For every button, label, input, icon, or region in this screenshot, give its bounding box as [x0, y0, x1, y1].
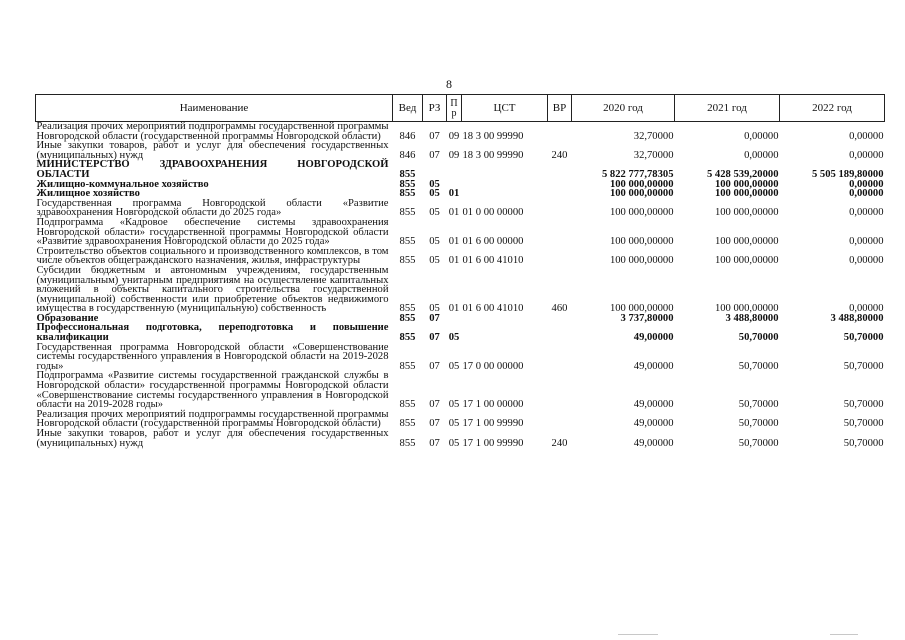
row-vr: 240	[551, 437, 568, 449]
header-pr-bottom: р	[451, 108, 457, 119]
row-cst: 17 1 00 99990	[462, 437, 524, 449]
row-2020: 100 000,00000	[609, 303, 674, 315]
row-rz: 05	[429, 255, 440, 267]
scan-artifact	[618, 634, 658, 635]
row-pr: 09	[448, 149, 460, 161]
row-name: Субсидии бюджетным и автономным учреждениям, государственным (муниципальным) унитарным предприятиям на осуществление капитальных вложений в объекты капитального строительства государственной (муниципальной) собственности или приобретение объектов недвижимого имущества в государственную (муниципальную) собственность	[36, 264, 389, 315]
row-name: МИНИСТЕРСТВО ЗДРАВООХРАНЕНИЯ НОВГОРОДСКОЙ ОБЛАСТИ	[36, 159, 389, 180]
row-pr: 01	[448, 236, 460, 248]
row-2021: 100 000,00000	[714, 207, 779, 219]
row-2020: 100 000,00000	[609, 207, 674, 219]
table-row	[36, 323, 885, 342]
row-ved: 855	[399, 399, 416, 411]
row-vr	[548, 122, 572, 142]
row-vr: 460	[551, 303, 568, 315]
row-2020: 32,70000	[633, 130, 674, 142]
row-pr: 05	[448, 418, 460, 430]
row-cst: 17 1 00 99990	[462, 418, 524, 430]
row-cst	[462, 189, 548, 199]
row-pr: 01	[448, 255, 460, 267]
row-2022: 50,70000	[843, 360, 884, 372]
row-rz: 07	[429, 130, 440, 142]
row-2022: 50,70000	[843, 399, 884, 411]
row-ved: 855	[399, 236, 416, 248]
table-row	[36, 410, 885, 429]
row-2020: 49,00000	[633, 437, 674, 449]
row-cst: 18 3 00 99990	[462, 149, 524, 161]
row-2021: 50,70000	[738, 332, 779, 344]
row-2022: 0,00000	[849, 188, 884, 200]
row-2022: 50,70000	[843, 437, 884, 449]
row-2020: 49,00000	[633, 399, 674, 411]
row-rz: 07	[429, 312, 440, 324]
row-vr	[548, 160, 572, 179]
row-vr	[548, 189, 572, 199]
table-row	[36, 429, 885, 448]
row-2020: 100 000,00000	[609, 188, 674, 200]
row-pr	[447, 314, 462, 324]
row-2020: 49,00000	[633, 418, 674, 430]
header-rz: РЗ	[423, 95, 447, 122]
row-rz: 05	[429, 207, 440, 219]
row-ved: 846	[399, 130, 416, 142]
row-2022: 0,00000	[849, 178, 884, 190]
row-2021: 50,70000	[738, 360, 779, 372]
row-name: Иные закупки товаров, работ и услуг для обеспечения государственных (муниципальных) нужд	[36, 428, 389, 449]
row-2022: 0,00000	[849, 149, 884, 161]
table-row	[36, 371, 885, 409]
row-2021: 3 488,80000	[725, 312, 779, 324]
row-ved: 855	[399, 303, 416, 315]
row-rz: 07	[429, 437, 440, 449]
row-vr	[548, 218, 572, 247]
row-2022: 50,70000	[843, 332, 884, 344]
row-cst	[462, 314, 548, 324]
page-number: 8	[446, 77, 452, 91]
row-ved: 855	[399, 188, 416, 200]
row-ved: 846	[399, 149, 416, 161]
row-2021: 50,70000	[738, 399, 779, 411]
row-2022: 50,70000	[843, 418, 884, 430]
table-header-row	[36, 95, 885, 122]
row-rz: 07	[429, 418, 440, 430]
row-name: Иные закупки товаров, работ и услуг для обеспечения государственных (муниципальных) нужд	[36, 140, 389, 161]
row-name: Жилищное хозяйство	[36, 188, 140, 200]
row-cst: 17 0 00 00000	[462, 360, 524, 372]
row-2020: 5 822 777,78305	[601, 168, 674, 180]
row-vr	[548, 371, 572, 409]
row-vr	[548, 199, 572, 218]
header-ved: Вед	[393, 95, 423, 122]
header-pr-top: П	[450, 98, 458, 109]
row-cst	[462, 180, 548, 190]
table-row	[36, 247, 885, 266]
row-ved: 855	[399, 207, 416, 219]
row-pr	[447, 160, 462, 179]
row-pr: 01	[448, 303, 460, 315]
row-2020: 49,00000	[633, 332, 674, 344]
row-2021: 50,70000	[738, 418, 779, 430]
row-2021: 0,00000	[744, 149, 779, 161]
row-2022: 0,00000	[849, 303, 884, 315]
row-name: Реализация прочих мероприятий подпрограммы государственной программы Новгородской области (государственной программы Новгородской области)	[36, 408, 389, 430]
row-name: Строительство объектов социального и производственного комплексов, в том числе объектов общегражданского назначения, жилья, инфраструктуры	[36, 245, 389, 267]
row-rz: 07	[429, 332, 440, 344]
row-ved: 855	[399, 360, 416, 372]
table-body	[36, 122, 885, 449]
row-2021: 100 000,00000	[714, 303, 779, 315]
row-ved: 855	[399, 332, 416, 344]
row-name: Государственная программа Новгородской области «Развитие здравоохранения Новгородской области до 2025 года»	[36, 197, 389, 219]
row-rz: 07	[429, 360, 440, 372]
row-2022: 5 505 189,80000	[811, 168, 884, 180]
row-pr: 05	[448, 399, 460, 411]
row-ved: 855	[399, 437, 416, 449]
row-2022: 0,00000	[849, 236, 884, 248]
row-vr	[548, 180, 572, 190]
table-row	[36, 218, 885, 247]
header-vr: ВР	[548, 95, 572, 122]
row-ved: 855	[399, 312, 416, 324]
row-2021: 100 000,00000	[714, 236, 779, 248]
row-pr: 05	[448, 332, 460, 344]
row-cst: 18 3 00 99990	[462, 130, 524, 142]
row-pr: 01	[448, 188, 460, 200]
row-name: Государственная программа Новгородской области «Совершенствование системы государственного управления в Новгородской области на 2019-2028 годы»	[36, 341, 389, 372]
row-name: Подпрограмма «Кадровое обеспечение системы здравоохранения Новгородской области» государственной программы Новгородской области «Развитие здравоохранения Новгородской области до 2025 года»	[36, 216, 389, 248]
row-name: Образование	[36, 312, 99, 324]
row-rz: 05	[429, 303, 440, 315]
row-cst: 01 6 00 41010	[462, 255, 524, 267]
row-2022: 0,00000	[849, 255, 884, 267]
row-2021: 50,70000	[738, 437, 779, 449]
header-2022: 2022 год	[780, 95, 885, 122]
row-rz: 05	[429, 178, 440, 190]
table-row	[36, 266, 885, 314]
row-2020: 3 737,80000	[620, 312, 674, 324]
row-name: Жилищно-коммунальное хозяйство	[36, 178, 209, 190]
row-name: Профессиональная подготовка, переподготовка и повышение квалификации	[36, 322, 389, 344]
header-name: Наименование	[36, 95, 393, 122]
header-2021: 2021 год	[675, 95, 780, 122]
row-cst: 01 6 00 00000	[462, 236, 524, 248]
row-2020: 100 000,00000	[609, 255, 674, 267]
row-cst: 01 0 00 00000	[462, 207, 524, 219]
row-rz: 07	[429, 149, 440, 161]
row-2021: 100 000,00000	[714, 188, 779, 200]
row-rz: 07	[429, 399, 440, 411]
row-2021: 0,00000	[744, 130, 779, 142]
row-2021: 100 000,00000	[714, 178, 779, 190]
row-ved: 855	[399, 178, 416, 190]
header-pr	[447, 95, 462, 122]
row-vr	[548, 410, 572, 429]
row-2020: 100 000,00000	[609, 236, 674, 248]
row-cst	[462, 323, 548, 342]
row-name: Подпрограмма «Развитие системы государственной гражданской службы в Новгородской области» государственной программы Новгородской области «Совершенствование системы государственного управления в Новгородской области на 2019-2028 годы»	[36, 370, 389, 411]
row-2022: 0,00000	[849, 130, 884, 142]
row-2022: 3 488,80000	[830, 312, 884, 324]
row-2020: 49,00000	[633, 360, 674, 372]
row-vr	[548, 314, 572, 324]
table-row	[36, 343, 885, 372]
row-2020: 100 000,00000	[609, 178, 674, 190]
row-cst	[462, 160, 548, 179]
budget-table	[35, 94, 885, 448]
table-row	[36, 199, 885, 218]
row-2021: 100 000,00000	[714, 255, 779, 267]
row-2021: 5 428 539,20000	[706, 168, 779, 180]
row-2020: 32,70000	[633, 149, 674, 161]
header-2020: 2020 год	[572, 95, 675, 122]
row-cst: 01 6 00 41010	[462, 303, 524, 315]
row-cst: 17 1 00 00000	[462, 399, 524, 411]
row-pr: 05	[448, 437, 460, 449]
table-row	[36, 160, 885, 179]
row-ved: 855	[399, 418, 416, 430]
row-rz: 05	[429, 236, 440, 248]
row-rz	[423, 160, 447, 179]
row-rz: 05	[429, 188, 440, 200]
row-pr: 01	[448, 207, 460, 219]
row-vr	[548, 247, 572, 266]
row-2022: 0,00000	[849, 207, 884, 219]
row-vr: 240	[551, 149, 568, 161]
header-cst: ЦСТ	[462, 95, 548, 122]
table-row	[36, 141, 885, 160]
scan-artifact	[830, 634, 858, 635]
row-ved: 855	[399, 255, 416, 267]
row-ved: 855	[399, 168, 416, 180]
row-pr: 09	[448, 130, 460, 142]
row-name: Реализация прочих мероприятий подпрограммы государственной программы Новгородской области (государственной программы Новгородской области)	[36, 121, 389, 142]
row-pr: 05	[448, 360, 460, 372]
row-vr	[548, 343, 572, 372]
row-vr	[548, 323, 572, 342]
table-row	[36, 122, 885, 142]
